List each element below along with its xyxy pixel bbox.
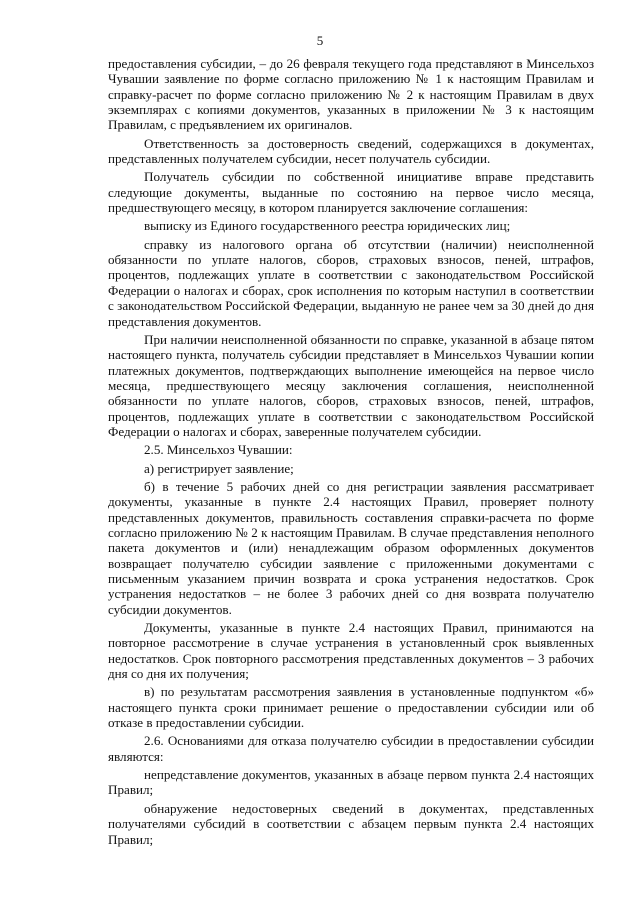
- paragraph: Ответственность за достоверность сведений, содержащихся в документах, представленных получателем субсидии, несет получатель субсидии.: [108, 135, 594, 167]
- paragraph: обнаружение недостоверных сведений в документах, представленных получателями субсидий в соответствии с абзацем первым пункта 2.4 настоящих Правил;: [108, 800, 594, 847]
- section-heading: 2.5. Минсельхоз Чувашии:: [144, 442, 293, 458]
- section-heading: 2.6. Основаниями для отказа получателю субсидии в предоставлении субсидии являются:: [108, 733, 594, 764]
- paragraph: Документы, указанные в пункте 2.4 настоящих Правил, принимаются на повторное рассмотрение в случае устранения в установленный срок выявленных недостатков. Срок повторного рассмотрения представленных документов – 3 рабочих дня со дня их получения;: [108, 620, 594, 682]
- page-number: 5: [316, 33, 324, 48]
- paragraph: непредставление документов, указанных в абзаце первом пункта 2.4 настоящих Правил;: [108, 767, 594, 798]
- paragraph: Получатель субсидии по собственной инициативе вправе представить следующие документы, выданные по состоянию на первое число месяца, предшествующего месяцу, в котором планируется заключение соглашения:: [108, 169, 594, 216]
- paragraph: предоставления субсидии, – до 26 февраля текущего года представляют в Минсельхоз Чувашии заявление по форме согласно приложению № 1 к настоящим Правилам и справку-расчет по форме согласно приложению № 2 к настоящим Правилам в двух экземплярах с копиями документов, указанных в приложении № 3 к настоящим Правилам, с предъявлением их оригиналов.: [108, 56, 594, 133]
- paragraph: в) по результатам рассмотрения заявления в установленные подпунктом «б» настоящего пункта сроки принимает решение о предоставлении субсидии или об отказе в предоставлении субсидии.: [108, 684, 594, 731]
- paragraph: б) в течение 5 рабочих дней со дня регистрации заявления рассматривает документы, указанные в пункте 2.4 настоящих Правил, проверяет полноту представленных документов, правильность составления справки-расчета по форме согласно приложению № 2 к настоящим Правилам. В случае представления неполного пакета документов и (или) ненадлежащим образом оформленных документов возвращает получателю субсидии заявление с приложенными документами с письменным указанием причин возврата и срока устранения недостатков. Срок устранения недостатков – не более 3 рабочих дней со дня возврата получателю субсидии документов.: [108, 478, 594, 617]
- document-body: [108, 56, 594, 847]
- paragraph: При наличии неисполненной обязанности по справке, указанной в абзаце пятом настоящего пункта, получатель субсидии представляет в Минсельхоз Чувашии копии платежных документов, подтверждающих выполнение имеющейся на первое число месяца, предшествующего месяцу заключения соглашения, неисполненной обязанности по уплате налогов, сборов, страховых взносов, пеней, штрафов, процентов, подлежащих уплате в соответствии с законодательством Российской Федерации о налогах и сборах, заверенные получателем субсидии.: [108, 331, 594, 439]
- paragraph: выписку из Единого государственного реестра юридических лиц;: [144, 218, 511, 234]
- paragraph: а) регистрирует заявление;: [144, 460, 294, 476]
- paragraph: справку из налогового органа об отсутствии (наличии) неисполненной обязанности по уплате налогов, сборов, страховых взносов, пеней, штрафов, процентов, подлежащих уплате в соответствии с законодательством Российской Федерации о налогах и сборах, срок исполнения по которым наступил в соответствии с законодательством Российской Федерации, выданную не ранее чем за 30 дней до дня представления документов.: [108, 236, 594, 329]
